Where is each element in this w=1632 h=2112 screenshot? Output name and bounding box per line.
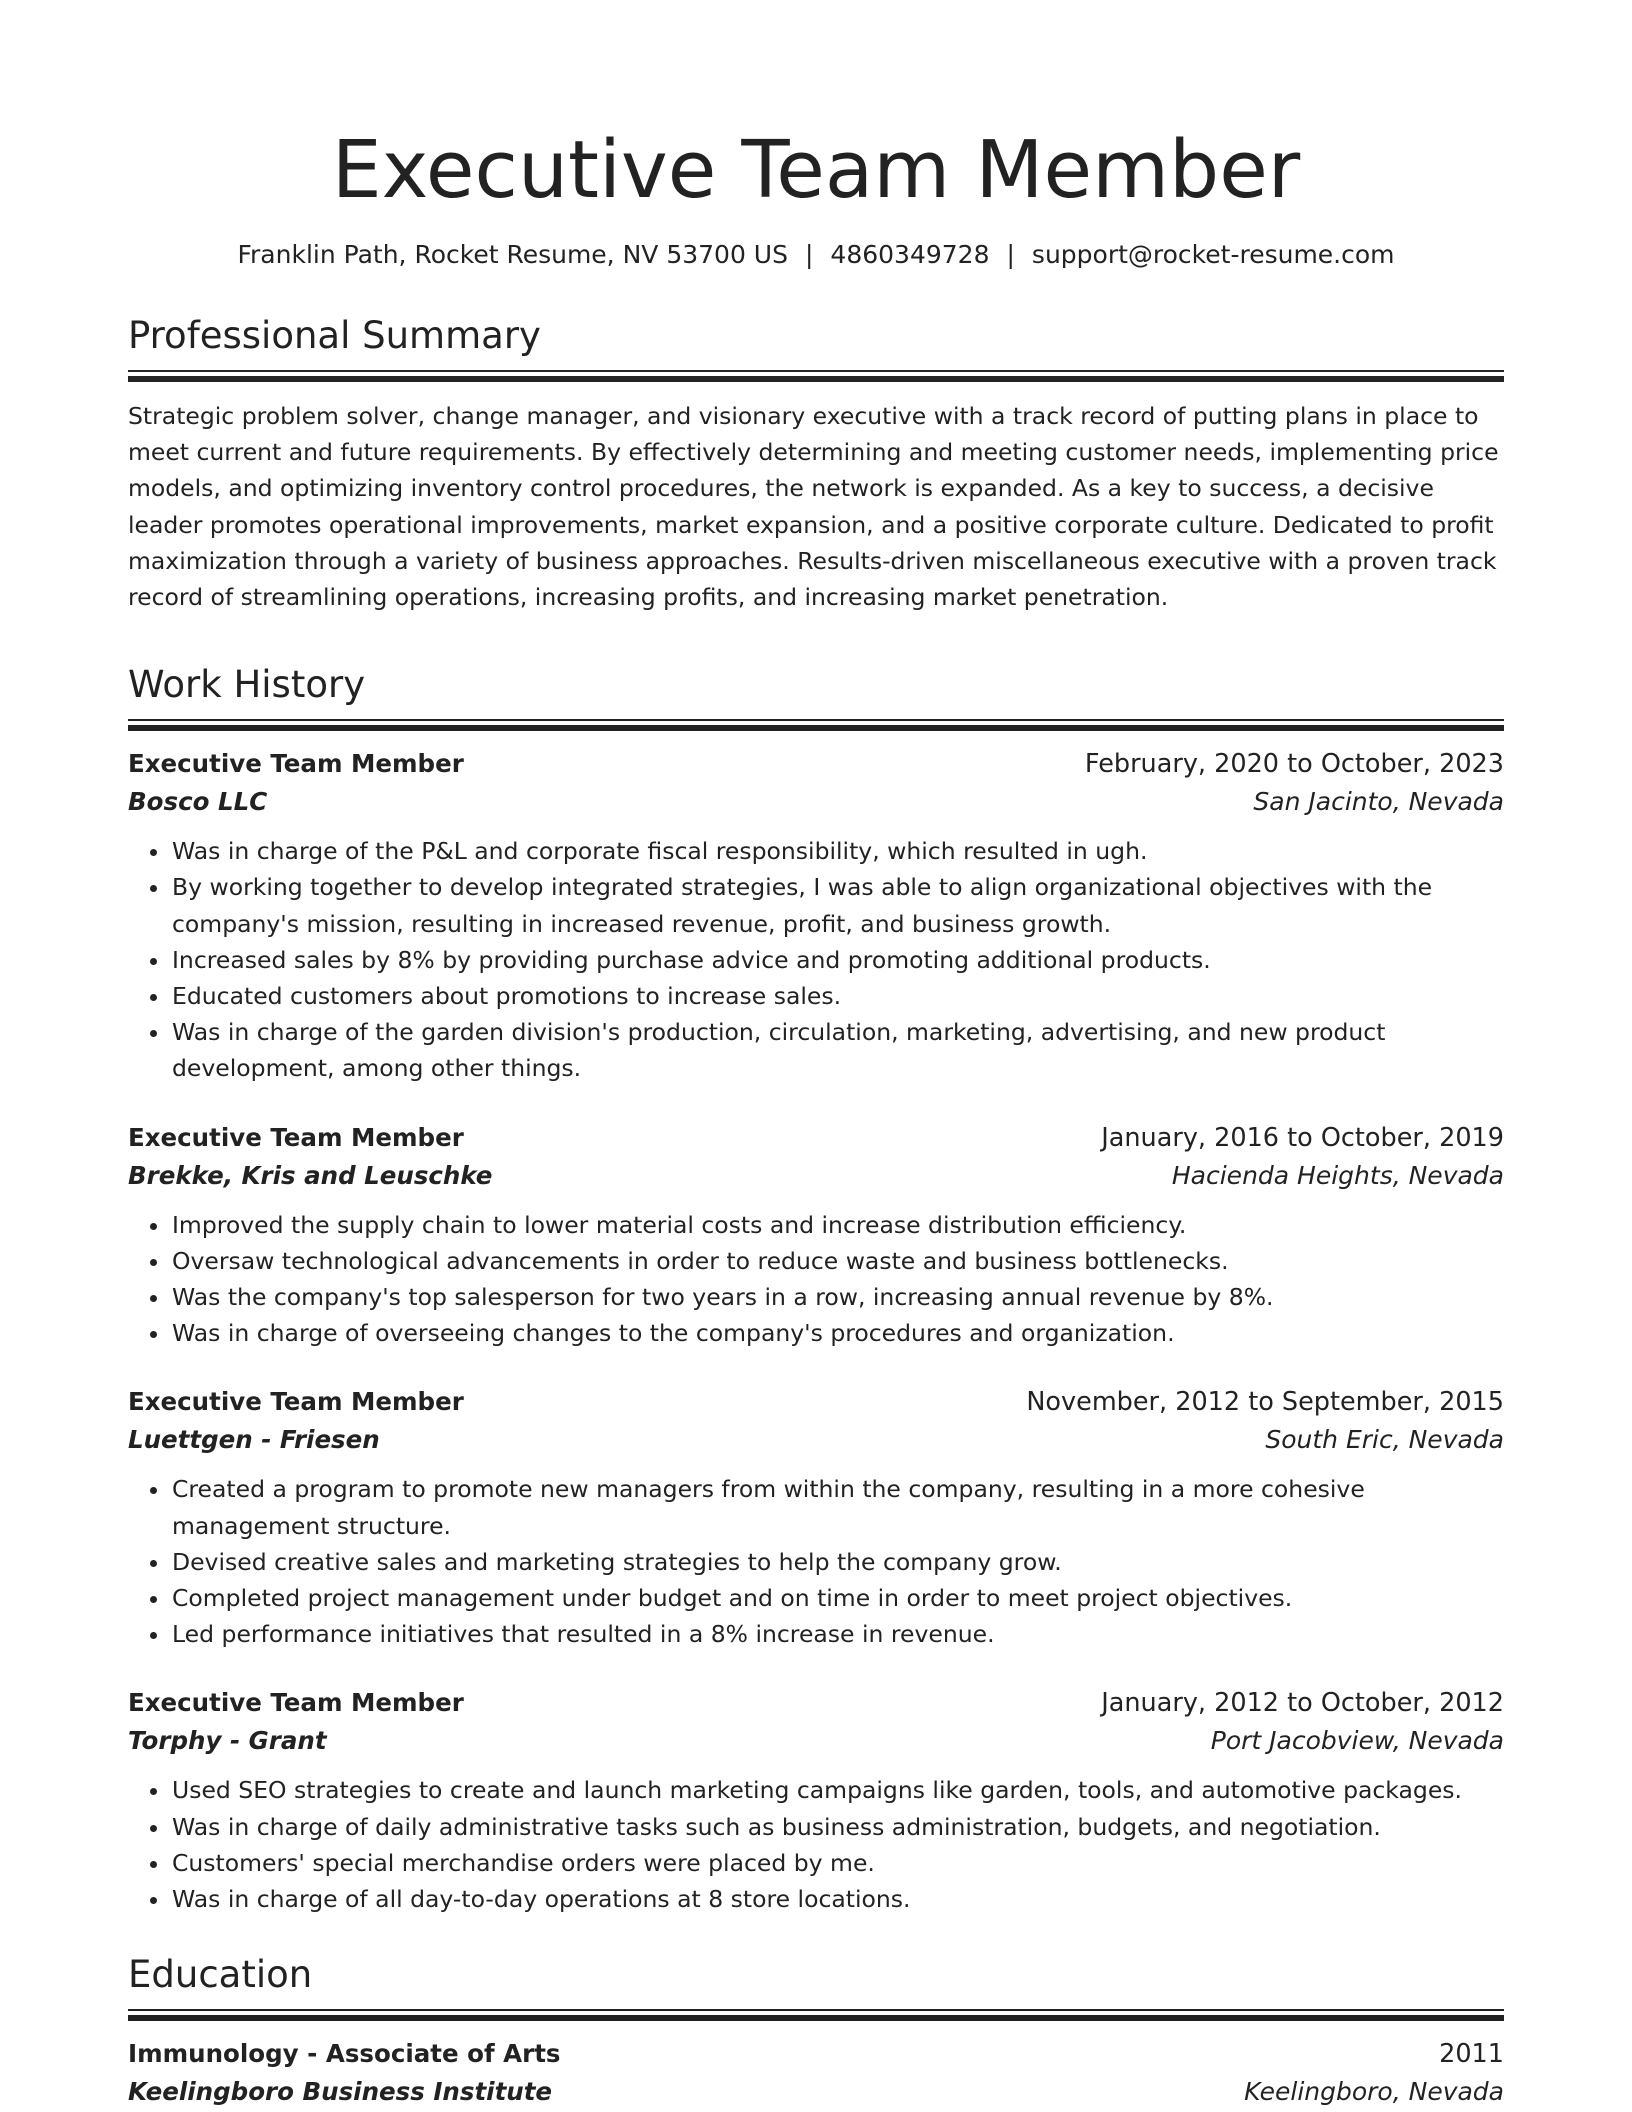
list-item: • Completed project management under budget and on time in order to meet project objectives. [171, 1580, 1504, 1616]
section-divider [128, 370, 1504, 382]
job-entry [128, 745, 1504, 1086]
contact-address: Franklin Path, Rocket Resume, NV 53700 US [237, 240, 788, 269]
list-item: • Was the company's top salesperson for two years in a row, increasing annual revenue by 8%. [171, 1279, 1504, 1315]
list-item: • Customers' special merchandise orders were placed by me. [171, 1845, 1504, 1881]
job-location: San Jacinto, Nevada [1253, 787, 1504, 817]
list-item: • Devised creative sales and marketing strategies to help the company grow. [171, 1544, 1504, 1580]
job-company: Torphy - Grant [128, 1726, 327, 1756]
professional-summary-section [128, 312, 1504, 615]
education-section [128, 1951, 1504, 2111]
list-item: • Was in charge of overseeing changes to the company's procedures and organization. [171, 1315, 1504, 1351]
job-entry [128, 1383, 1504, 1652]
job-bullet-list [128, 1471, 1504, 1652]
job-title: Executive Team Member [128, 1122, 464, 1152]
job-title: Executive Team Member [128, 1688, 464, 1718]
list-item: • Led performance initiatives that resulted in a 8% increase in revenue. [171, 1616, 1504, 1652]
list-item: • Used SEO strategies to create and launch marketing campaigns like garden, tools, and automotive packages. [171, 1772, 1504, 1808]
list-item: • Increased sales by 8% by providing purchase advice and promoting additional products. [171, 942, 1504, 978]
job-bullet-list [128, 1772, 1504, 1917]
education-school: Keelingboro Business Institute [128, 2077, 553, 2107]
job-dates: January, 2016 to October, 2019 [1101, 1122, 1504, 1153]
job-dates: February, 2020 to October, 2023 [1084, 749, 1504, 780]
list-item: • Was in charge of daily administrative tasks such as business administration, budgets, and negotiation. [171, 1809, 1504, 1845]
list-item: • Created a program to promote new managers from within the company, resulting in a more cohesive management structure. [171, 1471, 1504, 1543]
list-item: • Oversaw technological advancements in order to reduce waste and business bottlenecks. [171, 1243, 1504, 1279]
job-location: South Eric, Nevada [1265, 1425, 1504, 1455]
job-dates: January, 2012 to October, 2012 [1101, 1688, 1504, 1719]
job-header-row [128, 1684, 1504, 1722]
list-item: • Improved the supply chain to lower material costs and increase distribution efficiency. [171, 1207, 1504, 1243]
job-company-row [128, 1157, 1504, 1195]
education-school-row [128, 2073, 1504, 2111]
education-header-row [128, 2035, 1504, 2073]
contact-phone: 4860349728 [830, 240, 990, 269]
job-company-row [128, 1421, 1504, 1459]
candidate-name: Executive Team Member [331, 124, 1301, 216]
job-entry [128, 1119, 1504, 1352]
section-heading-education: Education [128, 1953, 313, 1997]
list-item: • By working together to develop integrated strategies, I was able to align organizational objectives with the company's mission, resulting in increased revenue, profit, and business growth. [171, 869, 1504, 941]
contact-separator: | [804, 240, 814, 269]
job-company-row [128, 783, 1504, 821]
job-header-row [128, 1119, 1504, 1157]
education-year: 2011 [1439, 2039, 1504, 2070]
job-bullet-list [128, 833, 1504, 1086]
job-bullet-list [128, 1207, 1504, 1352]
education-entry [128, 2035, 1504, 2111]
contact-email: support@rocket-resume.com [1031, 240, 1395, 269]
education-location: Keelingboro, Nevada [1244, 2077, 1504, 2107]
job-entry [128, 1684, 1504, 1917]
job-company: Brekke, Kris and Leuschke [128, 1160, 493, 1190]
work-history-section [128, 661, 1504, 1917]
education-degree: Immunology - Associate of Arts [128, 2039, 561, 2069]
contact-line [128, 238, 1504, 272]
job-title: Executive Team Member [128, 1387, 464, 1417]
list-item: • Was in charge of the garden division's production, circulation, marketing, advertising, and new product development, among other things. [171, 1014, 1504, 1086]
list-item: • Was in charge of the P&L and corporate fiscal responsibility, which resulted in ugh. [171, 833, 1504, 869]
job-company: Luettgen - Friesen [128, 1425, 380, 1455]
job-company: Bosco LLC [128, 787, 268, 817]
section-heading-summary: Professional Summary [128, 314, 541, 357]
job-header-row [128, 745, 1504, 783]
section-divider [128, 2009, 1504, 2021]
section-divider [128, 719, 1504, 731]
job-title: Executive Team Member [128, 749, 464, 779]
job-location: Port Jacobview, Nevada [1210, 1726, 1504, 1756]
list-item: • Educated customers about promotions to increase sales. [171, 978, 1504, 1014]
job-location: Hacienda Heights, Nevada [1171, 1160, 1504, 1190]
job-header-row [128, 1383, 1504, 1421]
list-item: • Was in charge of all day-to-day operations at 8 store locations. [171, 1881, 1504, 1917]
summary-text: Strategic problem solver, change manager, and visionary executive with a track record of putting plans in place to meet current and future requirements. By effectively determining and meeting customer needs, implementing price models, and optimizing inventory control procedures, the network is expanded. As a key to success, a decisive leader promotes operational improvements, market expansion, and a positive corporate culture. Dedicated to profit maximization through a variety of business approaches. Results-driven miscellaneous executive with a proven track record of streamlining operations, increasing profits, and increasing market penetration. [128, 402, 1499, 612]
contact-separator: | [1006, 240, 1015, 269]
job-company-row [128, 1722, 1504, 1760]
section-heading-work: Work History [128, 663, 366, 707]
job-dates: November, 2012 to September, 2015 [1026, 1387, 1504, 1418]
